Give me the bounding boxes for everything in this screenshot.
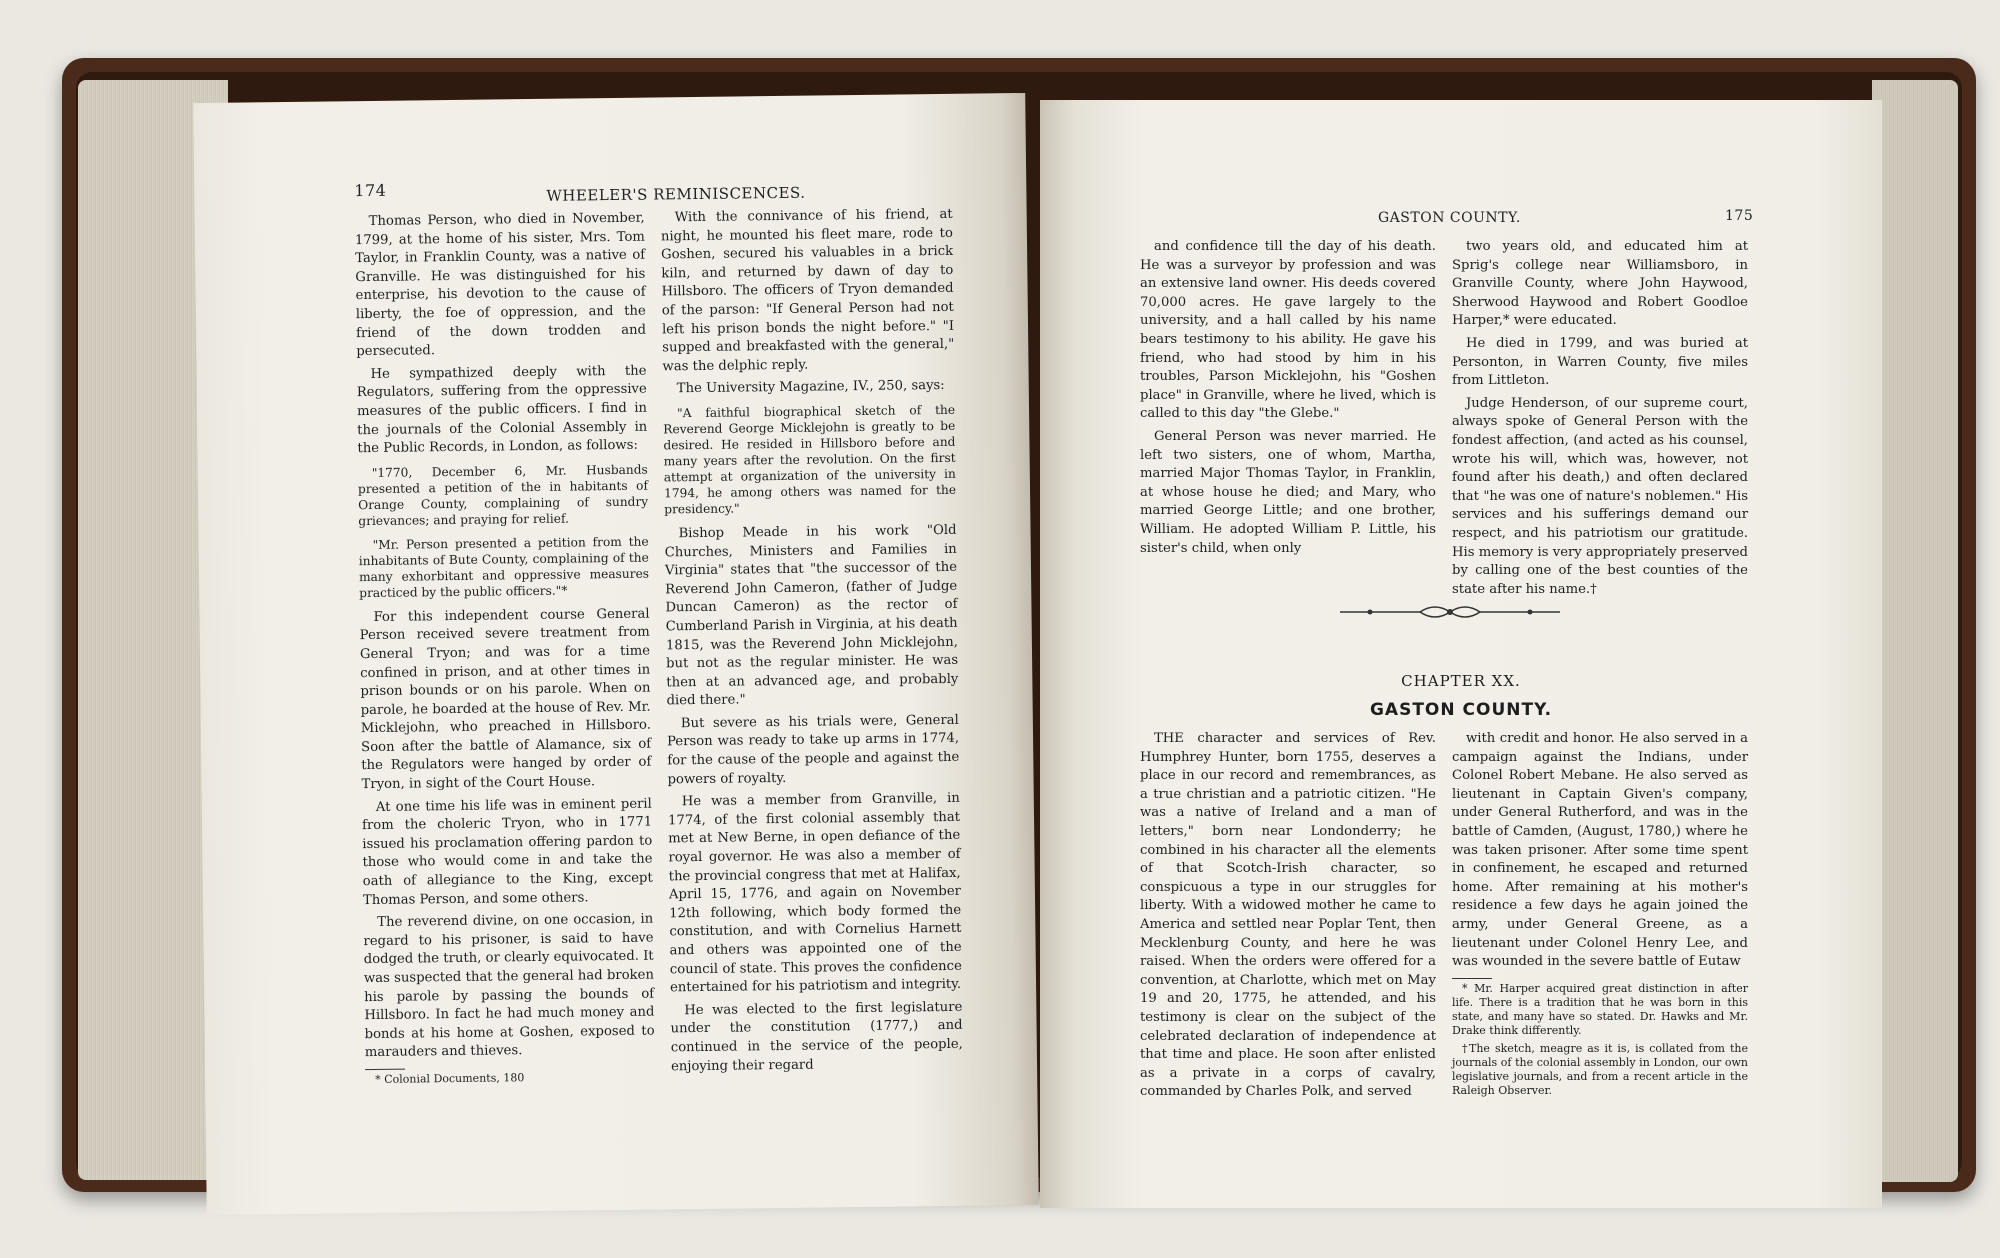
paragraph: two years old, and educated him at Sprig's college near Williamsboro, in Granville County, where John Haywood, Sherwood Haywood and Robert Goodloe Harper,* were educated. [1452,239,1748,329]
chapter-label: CHAPTER XX. [1401,672,1521,690]
footnote: * Colonial Documents, 180 [375,1071,525,1086]
paragraph: Thomas Person, who died in November, 1799, at the home of his sister, Mrs. Tom Taylor, in Franklin County, was a native of Granville. He was distinguished for his enterprise, his devotion to the cause of liberty, the foe of oppression, and the friend of the down trodden and persecuted. [354,210,647,360]
left-page-column-1 [355,210,656,1091]
paragraph: THE character and services of Rev. Humphrey Hunter, born 1755, deserves a place in our record and remembrances, as a true christian and a patriotic citizen. "He was a native of Ireland and a man of letters," born near Londonderry; he combined in his character all the elements of that Scotch-Irish character, so conspicuous a type in our struggles for liberty. With a widowed mother he came to America and settled near Poplar Tent, then Mecklenburg County, and here he was raised. When the orders were offered for a convention, at Charlotte, which met on May 19 and 20, 1775, he attended, and his testimony is clear on the subject of the celebrated declaration of independence at that time and place. He soon after enlisted as a private in a corps of cavalry, commanded by Charles Polk, and served [1140,731,1436,1100]
page-number-right: 175 [1725,208,1754,224]
paragraph: At one time his life was in eminent peril from the choleric Tryon, who in 1771 issued his proclamation offering pardon to those who would come in and take the oath of allegiance to the King, except Thomas Person, and some others. [361,796,653,908]
chapter-title: GASTON COUNTY. [1369,700,1553,720]
right-page-column-2 [1452,238,1748,603]
ornament-divider-icon [1340,600,1560,624]
running-head-left: WHEELER'S REMINISCENCES. [546,183,806,205]
page-number-left: 174 [354,180,387,201]
paragraph: He was a member from Granville, in 1774, of the first colonial assembly that met at New Berne, in open defiance of the royal governor. He was also a member of the provincial congress that met at Halifax, April 15, 1776, and again on November 12th following, which body formed the constitution, and with Cornelius Harnett and others was appointed one of the council of state. This proves the confidence entertained for his patriotism and integrity. [667,791,962,996]
paragraph: General Person was never married. He left two sisters, one of whom, Martha, married Major Thomas Taylor, in Franklin, at whose house he died; and Mary, who married George Little; and one brother, William. He adopted William P. Little, his sister's child, when only [1140,428,1436,556]
right-page-column-3 [1140,730,1436,1106]
paragraph: Judge Henderson, of our supreme court, always spoke of General Person with the fondest affection, (and acted as his counsel, wrote his will, which was, however, not found after his death,) and often declared that "he was one of nature's noblemen." His services and his sufferings demand our respect, and his patriotism our gratitude. His memory is very appropriately preserved by calling one of the best counties of the state after his name.† [1452,395,1748,597]
paragraph: The reverend divine, on one occasion, in regard to his prisoner, is said to have dodged the truth, or clearly equivocated. It was suspected that the general had broken his parole by passing the bounds of Hillsboro. In fact he had much money and bonds at his home at Goshen, exposed to marauders and thieves. [363,911,655,1061]
footnote-rule [1452,978,1492,979]
right-page [1040,100,1882,1208]
paragraph: The University Magazine, IV., 250, says: [676,378,945,397]
footnote-rule [365,1069,405,1070]
paragraph: He died in 1799, and was buried at Personton, in Warren County, five miles from Littleton. [1452,335,1748,389]
quote: "1770, December 6, Mr. Husbands presented a petition of the in habitants of Orange County, complaining of sundry grievances; and praying for relief. [357,462,649,528]
running-head-right: GASTON COUNTY. [1378,210,1521,226]
paragraph: With the connivance of his friend, at night, he mounted his fleet mare, rode to Goshen, secured his valuables in a brick kiln, and returned by dawn of day to Hillsboro. The officers of Tryon demanded of the parson: "If General Person had not left his prison bonds the night before." "I supped and breakfasted with the general," was the delphic reply. [660,206,955,375]
right-page-column-4 [1452,730,1748,1102]
footnote: * Mr. Harper acquired great distinction in after life. There is a tradition that he was born in this state, and many have so stated. Dr. Hawks and Mr. Drake think differently. [1452,981,1748,1037]
left-page [193,93,1039,1215]
paragraph: with credit and honor. He also served in a campaign against the Indians, under Colonel Robert Mebane. He also served as lieutenant in Captain Given's company, under General Rutherford, and was in the battle of Camden, (August, 1780,) where he was taken prisoner. After some time spent in confinement, he escaped and returned home. After remaining at his mother's residence a few days he again joined the army, under General Greene, as a lieutenant under Colonel Henry Lee, and was wounded in the severe battle of Eutaw [1452,731,1748,970]
paragraph: But severe as his trials were, General Person was ready to take up arms in 1774, for the cause of the people and against the powers of royalty. [666,712,960,788]
paragraph: and confidence till the day of his death. He was a surveyor by profession and was an extensive land owner. His deeds covered 70,000 acres. He gave largely to the university, and a hall called by his name bears testimony to his ability. He gave his friend, who had stood by him in his troubles, Parson Micklejohn, his "Goshen place" in Granville, where he lived, which is called to this day "the Glebe." [1140,239,1436,422]
paragraph: For this independent course General Person received severe treatment from General Tryon; and was for a time confined in prison, and at other times in prison bounds or on his parole. When on parole, he boarded at the house of Rev. Mr. Micklejohn, who preached in Hillsboro. Soon after the battle of Alamance, six of the Regulators were hanged by order of Tryon, in sight of the Court House. [359,606,652,793]
paragraph: He sympathized deeply with the Regulators, suffering from the oppressive measures of the public officers. I find in the journals of the Colonial Assembly in the Public Records, in London, as follows: [356,363,648,457]
footnote: †The sketch, meagre as it is, is collated from the journals of the colonial assembly in London, our own legislative journals, and from a recent article in the Raleigh Observer. [1452,1041,1748,1097]
paragraph: He was elected to the first legislature under the constitution (1777,) and continued in the service of the people, enjoying their regard [670,999,963,1074]
right-page-column-1 [1140,238,1436,562]
quote: "Mr. Person presented a petition from the inhabitants of Bute County, complaining of the many exhorbitant and oppressive measures practiced by the public officers."* [358,534,650,600]
quote: "A faithful biographical sketch of the Reverend George Micklejohn is greatly to be desired. He resided in Hillsboro before and many years after the revolution. On the first attempt at organization of the university in 1794, he among others was named for the presidency." [663,402,957,517]
paragraph: Bishop Meade in his work "Old Churches, Ministers and Families in Virginia" states that "the successor of the Reverend John Cameron, (father of Judge Duncan Cameron) as the rector of Cumberland Parish in Virginia, at his death 1815, was the Reverend John Micklejohn, but not as the regular minister. He was then at an advanced age, and probably died there." [664,522,959,709]
page-edges-right [1872,80,1958,1182]
left-page-column-2 [661,206,964,1081]
